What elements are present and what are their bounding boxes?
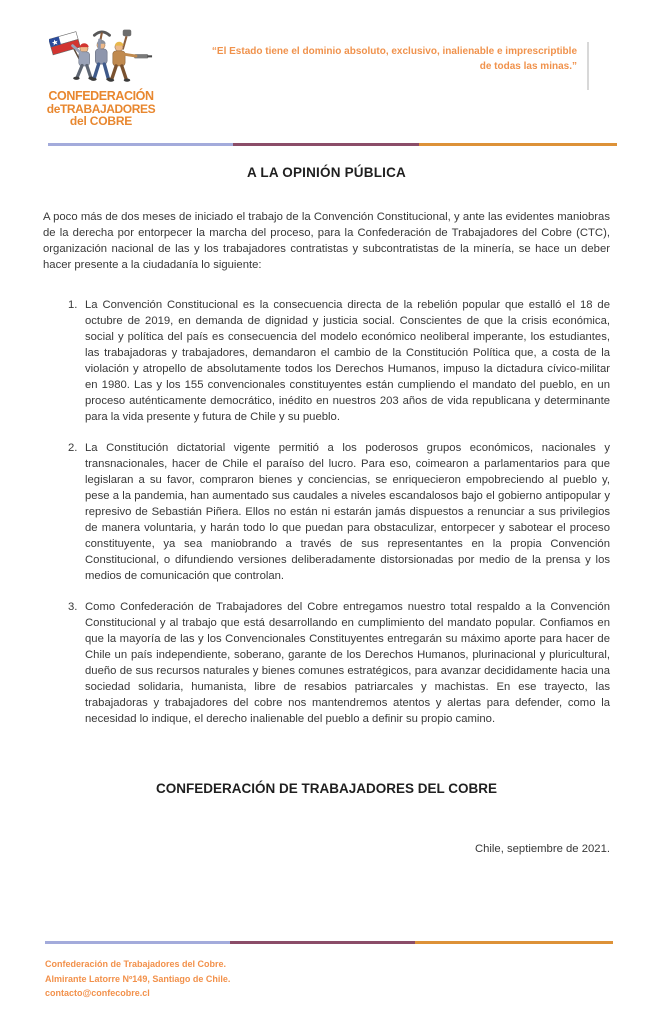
divider-segment-orange: [415, 941, 613, 944]
ctc-logo-wordmark: [45, 90, 157, 127]
list-item: [68, 297, 610, 425]
list-item-text: La Convención Constitucional es la consecuencia directa de la rebelión popular que estalló el 18 de octubre de 2019, en demanda de dignidad y justicia social. Conscientes de que la crisis económica, social y política del país es consecuencia del modelo económico neoliberal imperante, los estudiantes, las trabajadoras y trabajadores, demandaron el cambio de la Constitución Política que, a costa de la violación y atropello de absolutamente todos los Derechos Humanos, impuso la dictadura cívico-militar en 1980. Las y los 155 convencionales constituyentes están cumpliendo el mandato del pueblo, en un proceso auténticamente democrático, inédito en nuestros 203 años de vida republicana y determinante para la vida presente y futura de Chile y su pueblo.: [85, 298, 610, 423]
divider-segment-blue: [45, 941, 230, 944]
ctc-logo-illustration: [49, 26, 153, 88]
letterhead-footer: [45, 941, 613, 1001]
letterhead-quote: [212, 42, 589, 90]
list-item: [68, 440, 610, 584]
list-item-number: 3.: [68, 600, 78, 613]
list-item-number: 2.: [68, 441, 78, 454]
footer-contact-block: [45, 957, 613, 1001]
divider-segment-blue: [48, 143, 233, 146]
numbered-points-list: [43, 297, 610, 727]
logo-line-3: del COBRE: [69, 113, 133, 128]
quote-line-1: “El Estado tiene el dominio absoluto, exclusivo, inalienable e imprescriptible: [211, 46, 577, 57]
page-title: A LA OPINIÓN PÚBLICA: [247, 164, 406, 180]
logo-line-2: deTRABAJADORES: [46, 101, 156, 116]
logo-line-1: CONFEDERACIÓN: [48, 89, 154, 103]
dateline: Chile, septiembre de 2021.: [474, 842, 610, 855]
list-item-text: La Constitución dictatorial vigente permitió a los poderosos grupos económicos, nacionales y transnacionales, hacer de Chile el paraíso del lucro. Para eso, coimearon a parlamentarios para que legislaran a su favor, compraron bienes y conciencias, se enriquecieron empobreciendo al pueblo y, pese a la pandemia, han aumentado sus caudales a niveles escandalosos bajo el gobierno antipopular y represivo de Sebastián Piñera. Ellos no están ni estarán jamás dispuestos a renunciar a sus privilegios de manera voluntaria, y harán todo lo que puedan para obstaculizar, entorpecer y sabotear el proceso constituyente, ya sea maniobrando a través de sus representantes en la propia Convención Constitucional, o difundiendo versiones deliberadamente distorsionadas por medio de la prensa y los medios de comunicación que controlan.: [85, 441, 610, 582]
footer-address: Almirante Latorre Nº149, Santiago de Chile.: [45, 973, 231, 984]
letterhead: [0, 0, 650, 127]
header-divider: [48, 143, 617, 146]
document-body: [0, 165, 650, 855]
list-item-text: Como Confederación de Trabajadores del Cobre entregamos nuestro total respaldo a la Convención Constitucional y al trabajo que está desarrollando en cumplimiento del mandato popular. Confiamos en que la mayoría de las y los Convencionales Constituyentes entregarán su máximo aporte para hacer de Chile un país independiente, soberano, garante de los Derechos Humanos, plurinacional y pluricultural, dueño de sus recursos naturales y bienes comunes estratégicos, para avanzar decididamente hacia una sociedad solidaria, humanista, libre de resabios patriarcales y machistas. En ese trayecto, las trabajadoras y trabajadores del cobre nos mantendremos atentos y alertas para defender, como la necesidad lo indique, el derecho inalienable del pueblo a definir su propio camino.: [85, 600, 610, 725]
footer-divider: [45, 941, 613, 944]
divider-segment-maroon: [233, 143, 419, 146]
footer-org-name: Confederación de Trabajadores del Cobre.: [45, 959, 227, 969]
intro-paragraph: A poco más de dos meses de iniciado el trabajo de la Convención Constitucional, y ante las evidentes maniobras de la derecha por entorpecer la marcha del proceso, para la Confederación de Trabajadores del Cobre (CTC), organización nacional de las y los trabajadores contratistas y subcontratistas de la minería, se hace un deber hacer presente a la ciudadanía lo siguiente:: [43, 210, 610, 271]
signature-line: CONFEDERACIÓN DE TRABAJADORES DEL COBRE: [155, 780, 498, 796]
list-item-number: 1.: [68, 298, 78, 311]
footer-email: contacto@confecobre.cl: [45, 988, 150, 998]
divider-segment-orange: [419, 143, 617, 146]
ctc-logo: [45, 26, 157, 127]
list-item: [68, 599, 610, 727]
divider-segment-maroon: [230, 941, 416, 944]
quote-line-2: de todas las minas.”: [479, 61, 577, 72]
